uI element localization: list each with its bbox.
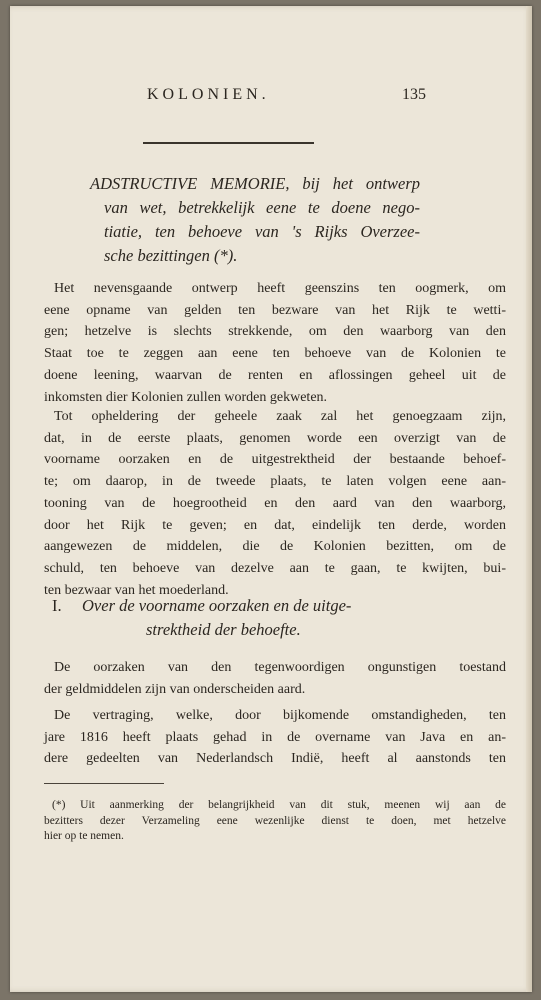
paragraph-line: gen; hetzelve is slechts strekkende, om den waarborg van den: [44, 324, 506, 340]
page-edge: [526, 6, 532, 992]
paragraph-line: dere gedeelten van Nederlandsch Indië, heeft al aanstonds ten: [44, 751, 506, 767]
footnote-line: hier op te nemen.: [44, 830, 124, 842]
paragraph-line: De vertraging, welke, door bijkomende omstandigheden, ten: [54, 708, 506, 723]
book-page: [10, 6, 532, 992]
memo-heading-line: ADSTRUCTIVE MEMORIE, bij het ontwerp: [90, 174, 420, 193]
paragraph-line: door het Rijk te geven; en dat, eindelijk ten derde, worden: [44, 517, 506, 533]
paragraph-line: eene opname van gelden ten bezware van het Rijk te wetti-: [44, 302, 506, 318]
paragraph-line: ten bezwaar van het moederland.: [44, 582, 229, 598]
running-title: KOLONIEN.: [147, 86, 270, 103]
footnote: [44, 798, 506, 845]
footnote-rule: [44, 783, 164, 784]
paragraph-line: Staat toe te zeggen aan eene ten behoeve van de Kolonien te: [44, 346, 506, 362]
header-rule: [143, 142, 314, 144]
paragraph-line: dat, in de eerste plaats, genomen worde een overzigt van de: [44, 430, 506, 446]
section-heading-line: Over de voorname oorzaken en de uitge-: [82, 596, 352, 615]
paragraph-line: aangewezen de middelen, die de Kolonien bezitten, om de: [44, 539, 506, 555]
paragraph-line: voorname oorzaken en de uitgestrektheid der bestaande behoef-: [44, 452, 506, 468]
section-heading-line: strektheid der behoefte.: [146, 620, 301, 639]
paragraph-line: inkomsten dier Kolonien zullen worden gekweten.: [44, 389, 328, 405]
paragraph-4: [44, 705, 506, 770]
paragraph-line: jare 1816 heeft plaats gehad in de overname van Java en an-: [44, 729, 506, 745]
paragraph-line: doene leening, waarvan de renten en aflossingen geheel uit de: [44, 367, 506, 383]
memo-heading-line: tiatie, ten behoeve van 's Rijks Overzee-: [104, 222, 420, 241]
paragraph-2: [44, 406, 506, 601]
paragraph-1: [44, 278, 506, 408]
paragraph-line: De oorzaken van den tegenwoordigen ongunstigen toestand: [54, 660, 506, 675]
footnote-line: (*) Uit aanmerking der belangrijkheid van dit stuk, meenen wij aan de: [52, 799, 506, 811]
paragraph-line: Tot opheldering der geheele zaak zal het genoegzaam zijn,: [54, 409, 506, 424]
memo-heading-line: van wet, betrekkelijk eene te doene nego-: [104, 198, 420, 217]
page-number: 135: [402, 86, 426, 103]
paragraph-line: schuld, ten behoeve van dezelve aan te gaan, te kwijten, bui-: [44, 560, 506, 576]
section-number: I.: [52, 596, 62, 615]
memo-heading: [90, 172, 420, 268]
footnote-line: bezitters dezer Verzameling eene wezenlijke dienst te doen, met hetzelve: [44, 814, 506, 827]
memo-heading-line: sche bezittingen (*).: [104, 246, 238, 265]
paragraph-line: Het nevensgaande ontwerp heeft geenszins ten oogmerk, om: [54, 281, 506, 296]
paragraph-line: tooning van de hoegrootheid en den aard van den waarborg,: [44, 495, 506, 511]
paragraph-3: [44, 657, 506, 700]
paragraph-line: der geldmiddelen zijn van onderscheiden aard.: [44, 681, 306, 697]
paragraph-line: te; om daarop, in de tweede plaats, te laten volgen eene aan-: [44, 474, 506, 490]
